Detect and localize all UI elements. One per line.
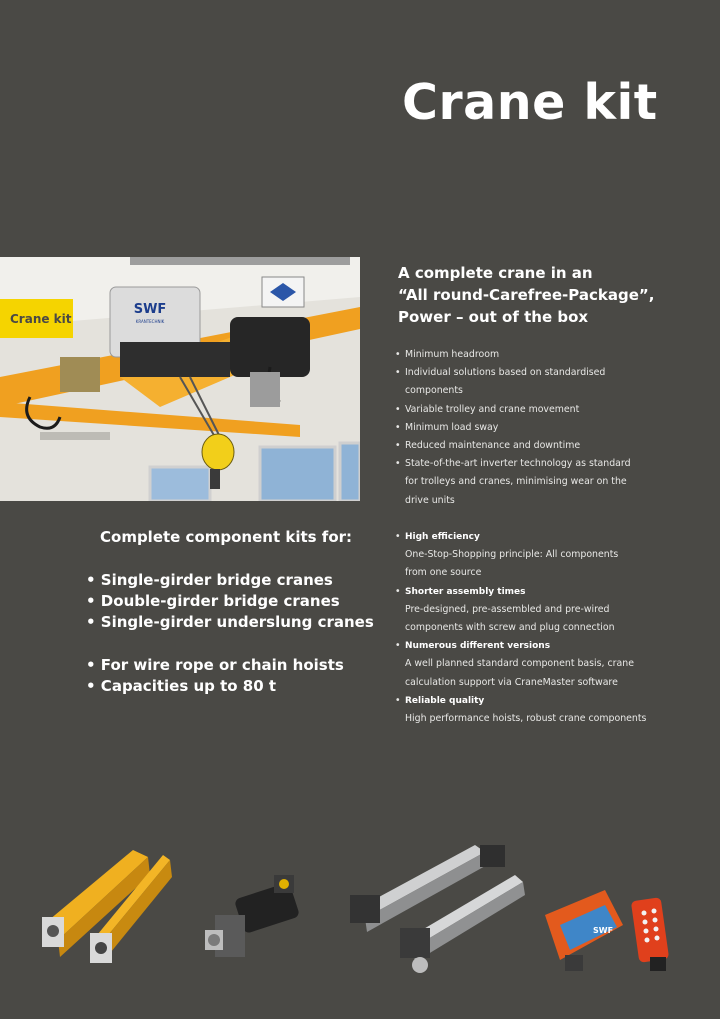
subheading xyxy=(398,262,698,328)
end-carriage-photo xyxy=(38,845,178,975)
feature-item: • State-of-the-art inverter technology as standard for trolleys and cranes, minimising wear on the drive units xyxy=(395,455,695,510)
underslung-girder-photo xyxy=(345,840,525,980)
feature-item: • Reduced maintenance and downtime xyxy=(395,437,695,455)
feature-item: • Minimum load sway xyxy=(395,419,695,437)
benefit-title: Numerous different versions xyxy=(405,641,551,652)
section-tag: Crane kit xyxy=(0,299,73,338)
benefit-title: Reliable quality xyxy=(405,695,485,706)
hoist-brand-label: SWF xyxy=(133,302,167,317)
feature-list xyxy=(395,346,695,510)
hoist-sub-label: KRANTECHNIK xyxy=(135,319,165,324)
feature-item: • Individual solutions based on standardised components xyxy=(395,364,695,400)
kit-item: • Single-girder bridge cranes xyxy=(86,571,333,589)
benefit-title: High efficiency xyxy=(405,532,480,542)
drive-motor-photo xyxy=(200,875,310,970)
benefit-item: • Numerous different versions A well planned standard component basis, crane calculation support via CraneMaster software xyxy=(395,637,705,692)
kit-item: • For wire rope or chain hoists xyxy=(86,656,344,674)
feature-item: • Variable trolley and crane movement xyxy=(395,401,695,419)
radio-receiver-photo xyxy=(535,885,630,980)
subheading-line: Power – out of the box xyxy=(398,308,589,326)
benefit-title: Shorter assembly times xyxy=(405,586,526,597)
subheading-line: “All round-Carefree-Package”, xyxy=(398,286,655,304)
kit-item: • Single-girder underslung cranes xyxy=(86,613,374,631)
benefit-item: • Shorter assembly times Pre-designed, pre-assembled and pre-wired components with screw and plug connection xyxy=(395,583,705,638)
radio-transmitter-photo xyxy=(630,895,675,975)
feature-item: • Minimum headroom xyxy=(395,346,695,364)
benefit-list xyxy=(395,528,705,728)
page-title: Crane kit xyxy=(402,74,658,131)
benefit-item: • Reliable quality High performance hoists, robust crane components xyxy=(395,692,705,728)
benefit-item: • High efficiency One-Stop-Shopping principle: All components from one source xyxy=(395,528,705,583)
subheading-line: A complete crane in an xyxy=(398,264,593,282)
kits-list xyxy=(86,570,374,697)
kit-item: • Capacities up to 80 t xyxy=(86,677,277,695)
crane-photo xyxy=(0,257,360,501)
pendant-brand-label: SWF xyxy=(593,926,614,935)
kit-item: • Double-girder bridge cranes xyxy=(86,592,340,610)
kits-heading: Complete component kits for: xyxy=(100,528,353,546)
crane-illustration xyxy=(0,257,360,501)
